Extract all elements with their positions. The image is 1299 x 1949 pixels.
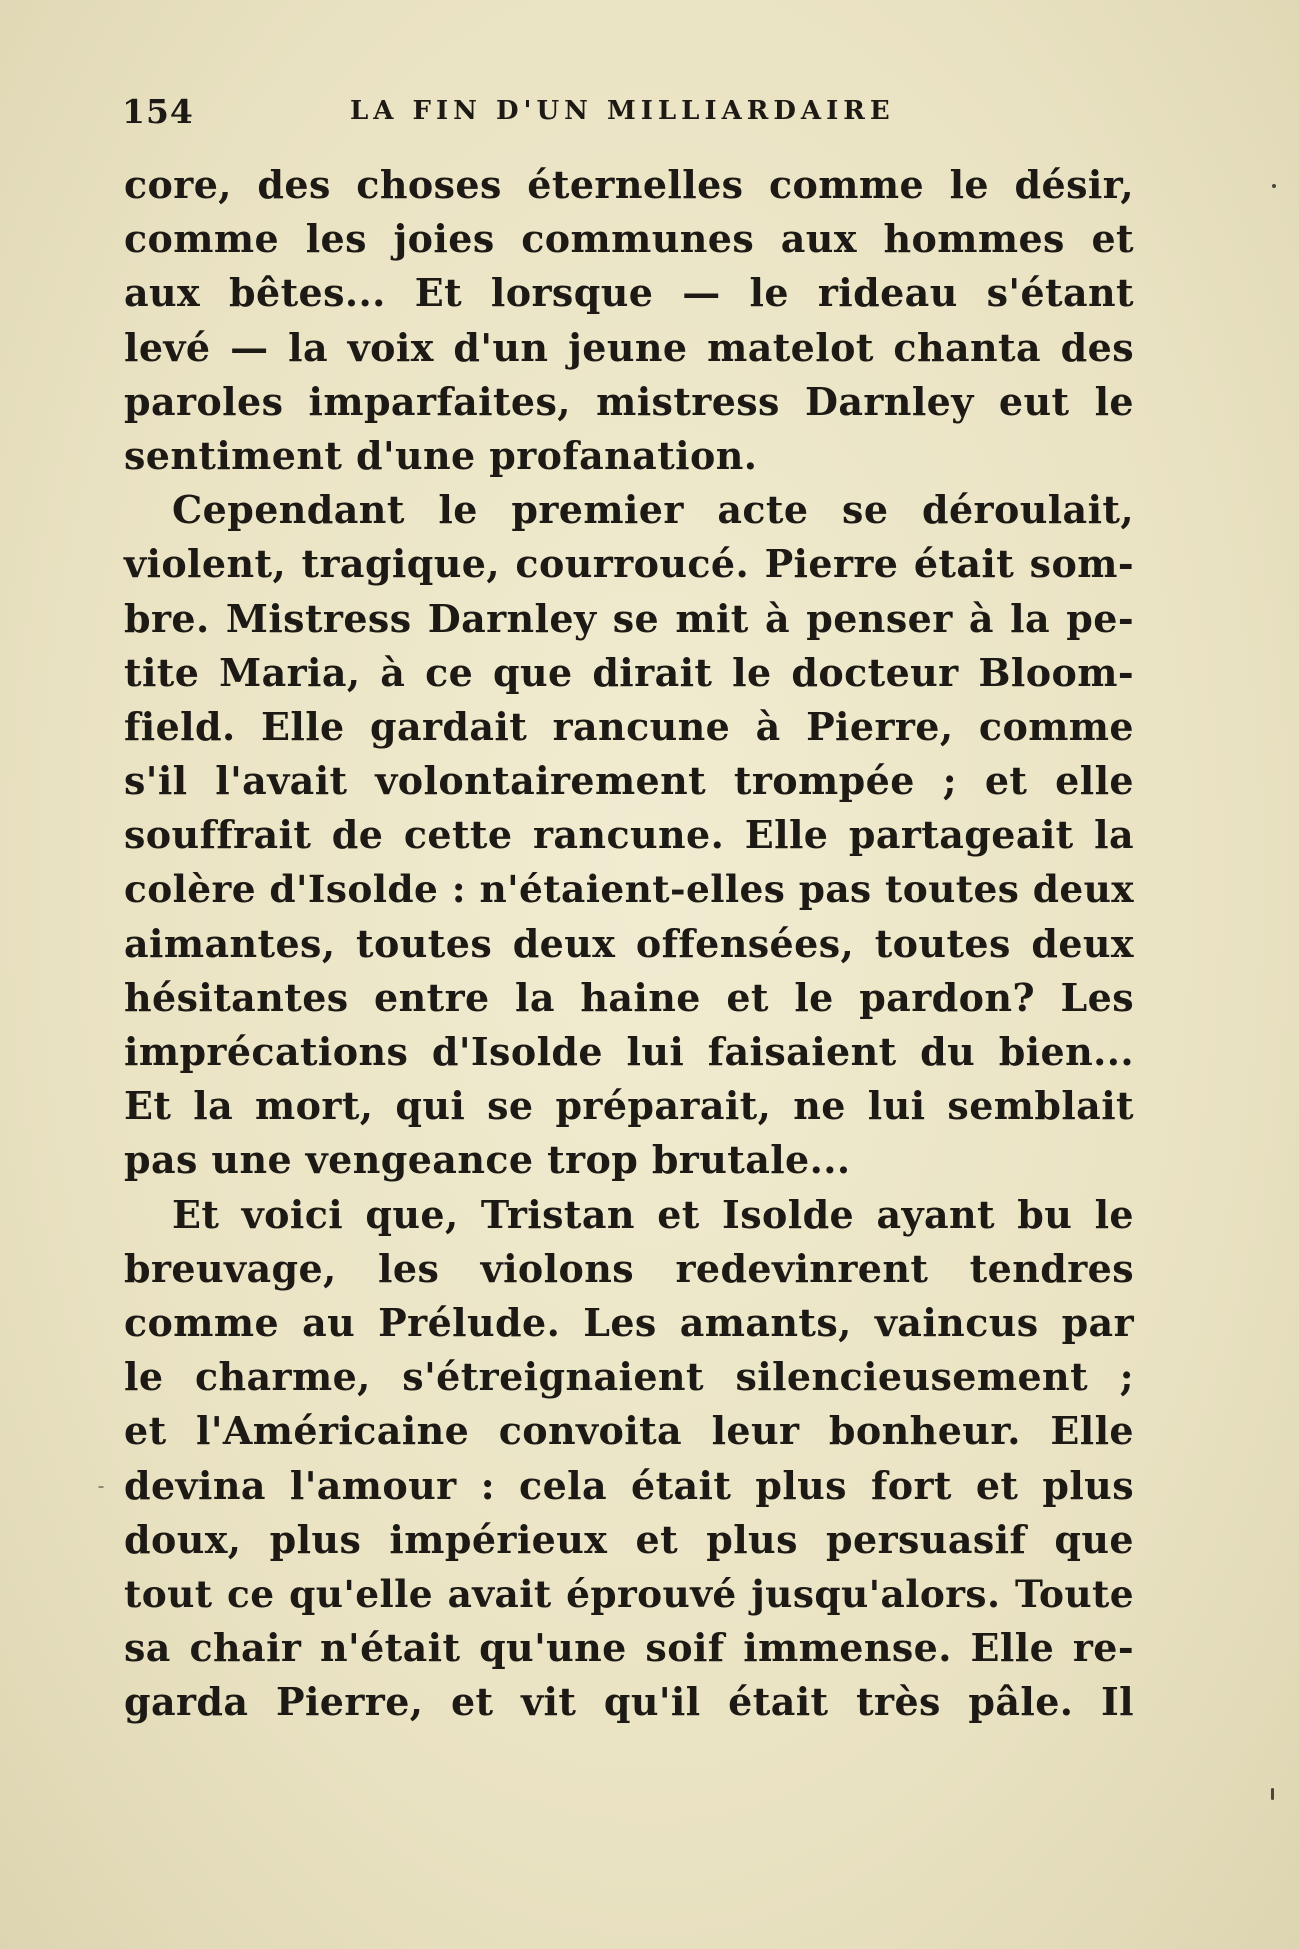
text-line: et l'Américaine convoita leur bonheur. Elle	[124, 1408, 1134, 1454]
text-line: imprécations d'Isolde lui faisaient du bien...	[124, 1029, 1134, 1074]
text-line: field. Elle gardait rancune à Pierre, comme	[124, 703, 1134, 749]
text-line: levé — la voix d'un jeune matelot chanta des	[124, 324, 1134, 370]
paper-speck	[98, 1486, 104, 1488]
text-line: breuvage, les violons redevinrent tendres	[124, 1245, 1134, 1291]
text-line: aux bêtes... Et lorsque — le rideau s'étant	[124, 270, 1134, 316]
text-line: sa chair n'était qu'une soif immense. Elle re-	[124, 1625, 1134, 1671]
text-line: colère d'Isolde : n'étaient-elles pas toutes deux	[124, 867, 1135, 912]
text-line: Cependant le premier acte se déroulait,	[172, 487, 1134, 533]
text-line: hésitantes entre la haine et le pardon? Les	[124, 974, 1134, 1020]
text-line: sentiment d'une profanation.	[124, 432, 758, 478]
paper-speck	[1272, 184, 1276, 188]
text-line: garda Pierre, et vit qu'il était très pâle. Il	[124, 1679, 1134, 1725]
text-line: comme les joies communes aux hommes et	[124, 216, 1134, 262]
text-line: violent, tragique, courroucé. Pierre était som-	[124, 541, 1134, 587]
paper-speck	[1271, 1788, 1274, 1800]
text-line: paroles imparfaites, mistress Darnley eut le	[124, 378, 1134, 424]
text-line: tite Maria, à ce que dirait le docteur Bloom-	[124, 649, 1134, 695]
text-line: devina l'amour : cela était plus fort et plus	[124, 1462, 1134, 1508]
text-line: pas une vengeance trop brutale...	[124, 1137, 851, 1183]
text-line: bre. Mistress Darnley se mit à penser à la pe-	[124, 595, 1134, 641]
text-line: s'il l'avait volontairement trompée ; et elle	[124, 758, 1134, 804]
text-line: doux, plus impérieux et plus persuasif que	[124, 1516, 1134, 1562]
page-number: 154	[122, 92, 194, 131]
running-head	[122, 92, 1132, 136]
text-line: Et voici que, Tristan et Isolde ayant bu le	[172, 1191, 1134, 1237]
running-title: LA FIN D'UN MILLIARDAIRE	[350, 96, 895, 126]
text-line: tout ce qu'elle avait éprouvé jusqu'alors. Toute	[124, 1571, 1134, 1616]
body-text	[124, 158, 1134, 1729]
text-line: comme au Prélude. Les amants, vaincus par	[124, 1299, 1134, 1345]
text-line: core, des choses éternelles comme le désir,	[124, 162, 1134, 207]
text-line: Et la mort, qui se préparait, ne lui semblait	[124, 1083, 1134, 1129]
text-line: le charme, s'étreignaient silencieusement ;	[124, 1354, 1134, 1400]
text-line: souffrait de cette rancune. Elle partageait la	[124, 812, 1134, 858]
text-line: aimantes, toutes deux offensées, toutes deux	[124, 920, 1134, 966]
